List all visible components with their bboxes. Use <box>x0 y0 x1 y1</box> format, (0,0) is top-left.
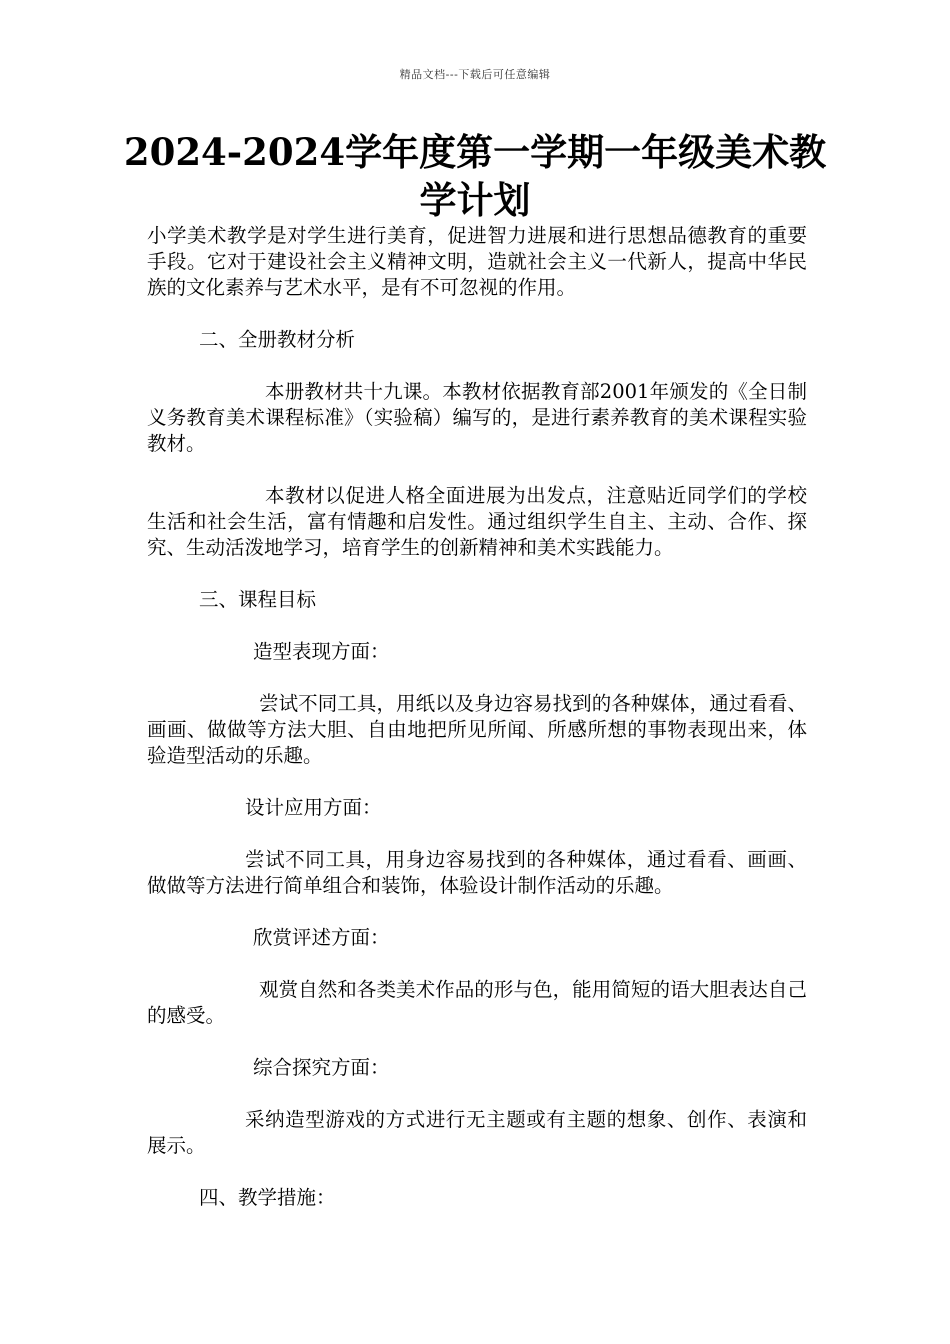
section-heading-teaching-measures: 四、教学措施： <box>199 1186 336 1209</box>
subheading-design-application: 设计应用方面： <box>245 796 382 819</box>
design-application-text: 尝试不同工具，用身边容易找到的各种媒体，通过看看、画画、做做等方法进行简单组合和装饰，体验设计制作活动的乐趣。 <box>147 848 807 897</box>
materials-paragraph-2: 本教材以促进人格全面进展为出发点，注意贴近同学们的学校生活和社会生活，富有情趣和启发性。通过组织学生自主、主动、合作、探究、生动活泼地学习，培育学生的创新精神和美术实践能力。 <box>147 484 807 559</box>
subheading-modeling-expression: 造型表现方面： <box>253 640 390 663</box>
modeling-expression-text: 尝试不同工具，用纸以及身边容易找到的各种媒体，通过看看、画画、做做等方法大胆、自由地把所见所闻、所感所想的事物表现出来，体验造型活动的乐趣。 <box>147 692 807 767</box>
section-heading-course-goals: 三、课程目标 <box>199 588 317 611</box>
comprehensive-inquiry-text: 采纳造型游戏的方式进行无主题或有主题的想象、创作、表演和展示。 <box>147 1108 807 1157</box>
document-title: 2024-2024学年度第一学期一年级美术教学计划 <box>123 130 827 222</box>
document-body <box>147 223 807 1211</box>
intro-paragraph: 小学美术教学是对学生进行美育，促进智力进展和进行思想品德教育的重要手段。它对于建设社会主义精神文明，造就社会主义一代新人，提高中华民族的文化素养与艺术水平，是有不可忽视的作用。 <box>147 224 807 299</box>
appreciation-review-text: 观赏自然和各类美术作品的形与色，能用简短的语大胆表达自己的感受。 <box>147 978 807 1027</box>
page-header-note: 精品文档---下载后可任意编辑 <box>399 68 551 81</box>
materials-paragraph-1: 本册教材共十九课。本教材依据教育部2001年颁发的《全日制义务教育美术课程标准》（实验稿）编写的，是进行素养教育的美术课程实验教材。 <box>147 380 807 455</box>
section-heading-materials-analysis: 二、全册教材分析 <box>199 328 356 351</box>
subheading-appreciation-review: 欣赏评述方面： <box>253 926 390 949</box>
subheading-comprehensive-inquiry: 综合探究方面： <box>253 1056 390 1079</box>
